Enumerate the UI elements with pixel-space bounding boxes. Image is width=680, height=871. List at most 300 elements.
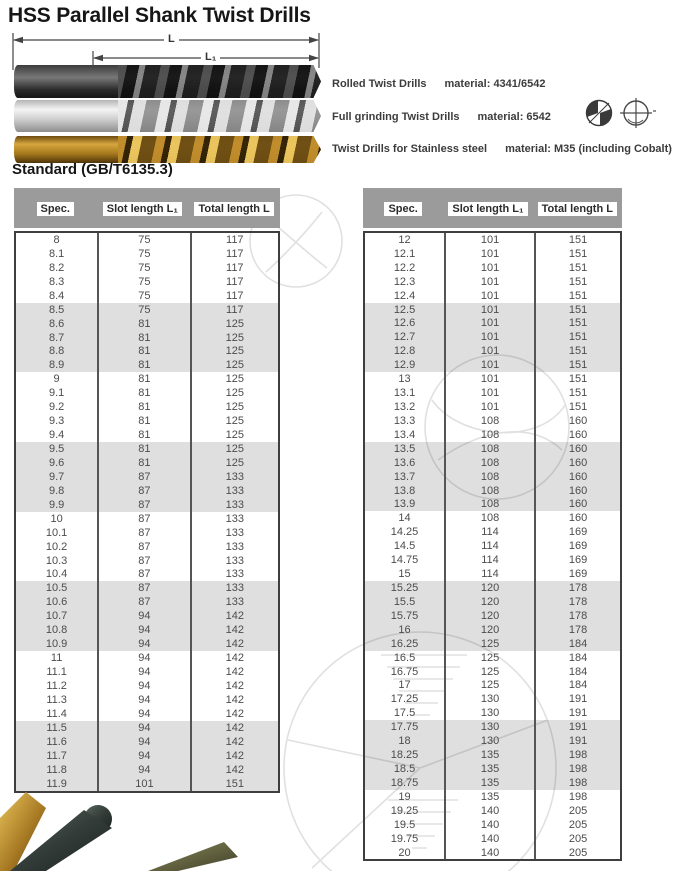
table-row — [365, 484, 620, 498]
table-cell: 8.1 — [48, 247, 65, 260]
table-cell: 75 — [97, 247, 189, 261]
table-cell: 120 — [444, 623, 534, 637]
table-row — [16, 609, 278, 623]
table-cell: 191 — [534, 734, 620, 748]
table-cell: 81 — [97, 456, 189, 470]
table-row — [16, 456, 278, 470]
table-cell: 108 — [444, 470, 534, 484]
table-cell: 94 — [97, 735, 189, 749]
table-cell: 114 — [444, 553, 534, 567]
table-row — [16, 665, 278, 679]
table-row — [365, 511, 620, 525]
table-cell: 114 — [444, 567, 534, 581]
table-cell: 87 — [97, 581, 189, 595]
table-cell: 8.6 — [48, 317, 65, 330]
table-cell: 130 — [444, 720, 534, 734]
table-row — [16, 345, 278, 359]
table-row — [16, 303, 278, 317]
table-cell: 81 — [97, 414, 189, 428]
table-cell: 142 — [190, 693, 278, 707]
table-cell: 10.2 — [45, 540, 68, 553]
table-cell: 18.25 — [390, 749, 419, 762]
table-row — [16, 707, 278, 721]
table-cell: 81 — [97, 400, 189, 414]
table-cell: 160 — [534, 498, 620, 512]
table-cell: 13.7 — [393, 470, 416, 483]
table-row — [16, 247, 278, 261]
table-cell: 151 — [534, 275, 620, 289]
table-cell: 142 — [190, 735, 278, 749]
product-name: Full grinding Twist Drills — [332, 111, 460, 123]
table-row — [365, 776, 620, 790]
table-cell: 10.5 — [45, 582, 68, 595]
table-cell: 140 — [444, 818, 534, 832]
table-cell: 87 — [97, 568, 189, 582]
table-cell: 12.9 — [393, 359, 416, 372]
table-row — [365, 720, 620, 734]
table-cell: 140 — [444, 832, 534, 846]
table-cell: 133 — [190, 470, 278, 484]
table-cell: 140 — [444, 846, 534, 860]
table-row — [365, 651, 620, 665]
col-header-slot-length: Slot length L₁ — [448, 202, 527, 216]
table-cell: 142 — [190, 679, 278, 693]
table-cell: 178 — [534, 581, 620, 595]
table-cell: 125 — [190, 372, 278, 386]
table-row — [365, 567, 620, 581]
table-cell: 75 — [97, 275, 189, 289]
table-cell: 125 — [190, 442, 278, 456]
table-cell: 8 — [53, 233, 60, 246]
table-cell: 8.5 — [48, 303, 65, 316]
table-cell: 19.5 — [393, 818, 416, 831]
table-cell: 125 — [190, 400, 278, 414]
table-cell: 94 — [97, 651, 189, 665]
table-cell: 178 — [534, 623, 620, 637]
drill-point-end-view-icon — [584, 98, 614, 128]
table-cell: 135 — [444, 762, 534, 776]
table-cell: 117 — [190, 289, 278, 303]
page-title: HSS Parallel Shank Twist Drills — [8, 4, 311, 27]
product-label-stainless — [332, 143, 672, 155]
table-cell: 94 — [97, 763, 189, 777]
table-cell: 101 — [444, 261, 534, 275]
table-cell: 142 — [190, 763, 278, 777]
table-cell: 14.75 — [390, 554, 419, 567]
table-cell: 125 — [190, 331, 278, 345]
table-cell: 94 — [97, 721, 189, 735]
table-cell: 151 — [534, 358, 620, 372]
table-cell: 160 — [534, 511, 620, 525]
dimension-label-total: L — [164, 33, 179, 45]
product-label-rolled — [332, 78, 545, 90]
table-cell: 9.5 — [48, 443, 65, 456]
table-cell: 151 — [534, 247, 620, 261]
table-cell: 169 — [534, 539, 620, 553]
table-cell: 184 — [534, 665, 620, 679]
table-cell: 142 — [190, 749, 278, 763]
table-cell: 125 — [444, 651, 534, 665]
table-cell: 108 — [444, 456, 534, 470]
table-row — [16, 470, 278, 484]
table-cell: 94 — [97, 707, 189, 721]
table-cell: 142 — [190, 651, 278, 665]
table-cell: 133 — [190, 595, 278, 609]
table-cell: 8.7 — [48, 331, 65, 344]
table-row — [365, 456, 620, 470]
table-cell: 87 — [97, 540, 189, 554]
table-cell: 14.25 — [390, 526, 419, 539]
table-cell: 11.3 — [46, 693, 67, 706]
table-cell: 151 — [534, 372, 620, 386]
table-cell: 12.2 — [393, 261, 416, 274]
table-row — [16, 735, 278, 749]
table-cell: 12.3 — [393, 275, 416, 288]
table-row — [16, 568, 278, 582]
table-cell: 169 — [534, 567, 620, 581]
table-cell: 120 — [444, 595, 534, 609]
table-cell: 133 — [190, 526, 278, 540]
table-cell: 151 — [534, 344, 620, 358]
table-row — [365, 692, 620, 706]
table-cell: 130 — [444, 734, 534, 748]
table-cell: 10.1 — [45, 526, 68, 539]
table-cell: 142 — [190, 609, 278, 623]
table-cell: 10.7 — [45, 610, 68, 623]
table-cell: 12.6 — [393, 317, 416, 330]
table-cell: 142 — [190, 623, 278, 637]
table-row — [365, 261, 620, 275]
table-cell: 81 — [97, 386, 189, 400]
header-cell — [188, 199, 280, 217]
product-name: Rolled Twist Drills — [332, 78, 427, 90]
table-row — [16, 233, 278, 247]
col-header-total-length: Total length L — [538, 202, 617, 216]
table-cell: 151 — [534, 386, 620, 400]
table-cell: 12.1 — [393, 247, 416, 260]
table-cell: 101 — [444, 372, 534, 386]
table-cell: 117 — [190, 303, 278, 317]
table-cell: 18 — [398, 735, 411, 748]
table-cell: 108 — [444, 428, 534, 442]
table-cell: 11 — [50, 652, 63, 665]
table-cell: 8.9 — [48, 359, 65, 372]
table-cell: 130 — [444, 706, 534, 720]
table-cell: 11.1 — [46, 666, 67, 679]
table-cell: 87 — [97, 512, 189, 526]
header-cell — [533, 199, 622, 217]
table-cell: 10.4 — [45, 568, 68, 581]
table-cell: 101 — [444, 247, 534, 261]
table-cell: 13 — [398, 373, 411, 386]
table-row — [365, 665, 620, 679]
table-cell: 108 — [444, 414, 534, 428]
table-row — [16, 331, 278, 345]
table-row — [365, 233, 620, 247]
table-cell: 101 — [444, 400, 534, 414]
table-cell: 10.9 — [45, 638, 68, 651]
table-cell: 8.2 — [48, 261, 65, 274]
table-cell: 205 — [534, 804, 620, 818]
dimension-label-slot: L₁ — [201, 51, 220, 63]
table-cell: 14 — [398, 512, 411, 525]
standard-label: Standard (GB/T6135.3) — [12, 161, 173, 178]
table-cell: 125 — [190, 428, 278, 442]
table-row — [365, 414, 620, 428]
rolled-drill-photo — [14, 65, 321, 98]
header-cell — [14, 199, 96, 217]
table-row — [16, 540, 278, 554]
table-cell: 108 — [444, 498, 534, 512]
olive-drill-tip — [148, 842, 238, 871]
table-row — [16, 526, 278, 540]
table-cell: 13.3 — [393, 414, 416, 427]
table-row — [365, 428, 620, 442]
table-row — [365, 748, 620, 762]
table-cell: 142 — [190, 665, 278, 679]
table-cell: 19.75 — [390, 832, 419, 845]
table-row — [365, 303, 620, 317]
table-cell: 184 — [534, 651, 620, 665]
table-cell: 101 — [444, 330, 534, 344]
table-cell: 13.1 — [393, 387, 416, 400]
table-cell: 198 — [534, 762, 620, 776]
table-row — [365, 832, 620, 846]
table-cell: 75 — [97, 233, 189, 247]
table-cell: 120 — [444, 609, 534, 623]
table-row — [16, 651, 278, 665]
table-row — [365, 498, 620, 512]
drill-point-diagram-icon — [619, 97, 657, 129]
table-row — [16, 581, 278, 595]
table-cell: 178 — [534, 595, 620, 609]
table-cell: 125 — [190, 386, 278, 400]
table-cell: 81 — [97, 442, 189, 456]
table-row — [16, 317, 278, 331]
product-name: Twist Drills for Stainless steel — [332, 143, 488, 155]
table-cell: 9.9 — [48, 498, 65, 511]
table-cell: 205 — [534, 832, 620, 846]
table-cell: 16.5 — [393, 651, 416, 664]
table-cell: 125 — [190, 317, 278, 331]
table-cell: 125 — [190, 358, 278, 372]
table-cell: 133 — [190, 554, 278, 568]
table-row — [16, 554, 278, 568]
table-cell: 9.3 — [48, 415, 65, 428]
table-cell: 81 — [97, 345, 189, 359]
table-row — [16, 749, 278, 763]
table-cell: 11.4 — [46, 707, 67, 720]
table-cell: 151 — [190, 777, 278, 791]
table-cell: 75 — [97, 289, 189, 303]
table-cell: 184 — [534, 637, 620, 651]
table-cell: 114 — [444, 525, 534, 539]
table-cell: 81 — [97, 317, 189, 331]
table-cell: 133 — [190, 581, 278, 595]
table-cell: 14.5 — [393, 540, 416, 553]
table-cell: 125 — [190, 414, 278, 428]
table-cell: 87 — [97, 498, 189, 512]
table-cell: 87 — [97, 484, 189, 498]
table-cell: 135 — [444, 790, 534, 804]
drill-flutes — [118, 136, 321, 163]
table-row — [365, 330, 620, 344]
table-row — [365, 247, 620, 261]
table-row — [365, 289, 620, 303]
table-cell: 9.6 — [48, 456, 65, 469]
table-cell: 178 — [534, 609, 620, 623]
table-cell: 160 — [534, 428, 620, 442]
table-row — [365, 581, 620, 595]
table-cell: 17.25 — [390, 693, 419, 706]
table-row — [16, 372, 278, 386]
table-cell: 151 — [534, 233, 620, 247]
table-cell: 117 — [190, 247, 278, 261]
spec-table-left — [14, 188, 280, 793]
table-cell: 81 — [97, 372, 189, 386]
col-header-spec: Spec. — [37, 202, 74, 216]
table-row — [16, 721, 278, 735]
table-body — [14, 231, 280, 793]
table-cell: 205 — [534, 818, 620, 832]
table-cell: 8.4 — [48, 289, 65, 302]
table-cell: 108 — [444, 511, 534, 525]
table-cell: 81 — [97, 358, 189, 372]
table-cell: 198 — [534, 748, 620, 762]
table-cell: 108 — [444, 442, 534, 456]
table-row — [16, 679, 278, 693]
col-header-spec: Spec. — [384, 202, 421, 216]
table-row — [365, 623, 620, 637]
table-cell: 11.2 — [46, 679, 67, 692]
table-body — [363, 231, 622, 861]
table-cell: 142 — [190, 707, 278, 721]
table-row — [365, 818, 620, 832]
table-cell: 125 — [190, 456, 278, 470]
table-row — [16, 498, 278, 512]
table-cell: 10.6 — [45, 596, 68, 609]
table-cell: 19 — [398, 790, 411, 803]
drill-flutes — [118, 100, 321, 132]
table-cell: 8.3 — [48, 275, 65, 288]
table-cell: 16.25 — [390, 637, 419, 650]
table-cell: 11.9 — [46, 777, 67, 790]
table-cell: 15 — [398, 568, 411, 581]
table-cell: 11.5 — [46, 721, 67, 734]
spec-table-right — [363, 188, 622, 861]
col-header-slot-length: Slot length L₁ — [103, 202, 182, 216]
table-row — [365, 386, 620, 400]
table-cell: 160 — [534, 470, 620, 484]
table-cell: 151 — [534, 303, 620, 317]
header-cell — [443, 199, 532, 217]
table-cell: 12.5 — [393, 303, 416, 316]
table-cell: 10 — [50, 512, 63, 525]
table-cell: 125 — [444, 665, 534, 679]
table-row — [365, 846, 620, 860]
ground-drill-photo — [14, 100, 321, 132]
table-row — [365, 470, 620, 484]
table-row — [16, 428, 278, 442]
table-cell: 11.7 — [46, 749, 67, 762]
table-cell: 114 — [444, 539, 534, 553]
table-cell: 11.8 — [46, 763, 67, 776]
table-cell: 17.5 — [393, 707, 416, 720]
table-cell: 205 — [534, 846, 620, 860]
table-row — [365, 317, 620, 331]
table-row — [16, 512, 278, 526]
table-row — [365, 804, 620, 818]
col-header-total-length: Total length L — [194, 202, 273, 216]
table-cell: 101 — [444, 386, 534, 400]
table-row — [365, 275, 620, 289]
table-cell: 13.4 — [393, 428, 416, 441]
table-cell: 87 — [97, 554, 189, 568]
table-cell: 10.8 — [45, 624, 68, 637]
table-cell: 94 — [97, 609, 189, 623]
header-cell — [96, 199, 188, 217]
table-row — [365, 358, 620, 372]
table-cell: 15.25 — [390, 582, 419, 594]
table-cell: 15.5 — [393, 595, 416, 608]
table-cell: 133 — [190, 512, 278, 526]
table-row — [365, 553, 620, 567]
table-row — [16, 693, 278, 707]
table-cell: 81 — [97, 428, 189, 442]
table-cell: 9.4 — [48, 429, 65, 442]
table-cell: 13.6 — [393, 456, 416, 469]
table-cell: 191 — [534, 720, 620, 734]
table-row — [16, 595, 278, 609]
header-cell — [363, 199, 443, 217]
table-row — [365, 637, 620, 651]
table-cell: 12.8 — [393, 345, 416, 358]
table-cell: 94 — [97, 679, 189, 693]
table-row — [365, 372, 620, 386]
table-cell: 9 — [53, 373, 60, 386]
table-cell: 120 — [444, 581, 534, 595]
table-cell: 101 — [444, 317, 534, 331]
table-cell: 87 — [97, 595, 189, 609]
table-cell: 11.6 — [46, 735, 67, 748]
table-row — [16, 484, 278, 498]
table-row — [365, 400, 620, 414]
table-cell: 9.2 — [48, 401, 65, 414]
table-cell: 169 — [534, 525, 620, 539]
table-row — [365, 790, 620, 804]
table-row — [16, 261, 278, 275]
table-cell: 140 — [444, 804, 534, 818]
table-cell: 184 — [534, 679, 620, 693]
table-cell: 101 — [444, 289, 534, 303]
table-row — [365, 344, 620, 358]
table-cell: 142 — [190, 637, 278, 651]
table-cell: 16 — [398, 623, 411, 636]
table-cell: 101 — [97, 777, 189, 791]
table-cell: 75 — [97, 261, 189, 275]
table-cell: 15.75 — [390, 609, 419, 622]
table-cell: 133 — [190, 540, 278, 554]
table-cell: 133 — [190, 568, 278, 582]
table-cell: 16.75 — [390, 665, 419, 678]
table-cell: 9.1 — [48, 387, 65, 400]
table-cell: 94 — [97, 637, 189, 651]
table-header — [14, 188, 280, 228]
corner-drill-photos — [0, 780, 300, 871]
table-cell: 12.7 — [393, 331, 416, 344]
table-cell: 13.2 — [393, 401, 416, 414]
table-row — [16, 763, 278, 777]
